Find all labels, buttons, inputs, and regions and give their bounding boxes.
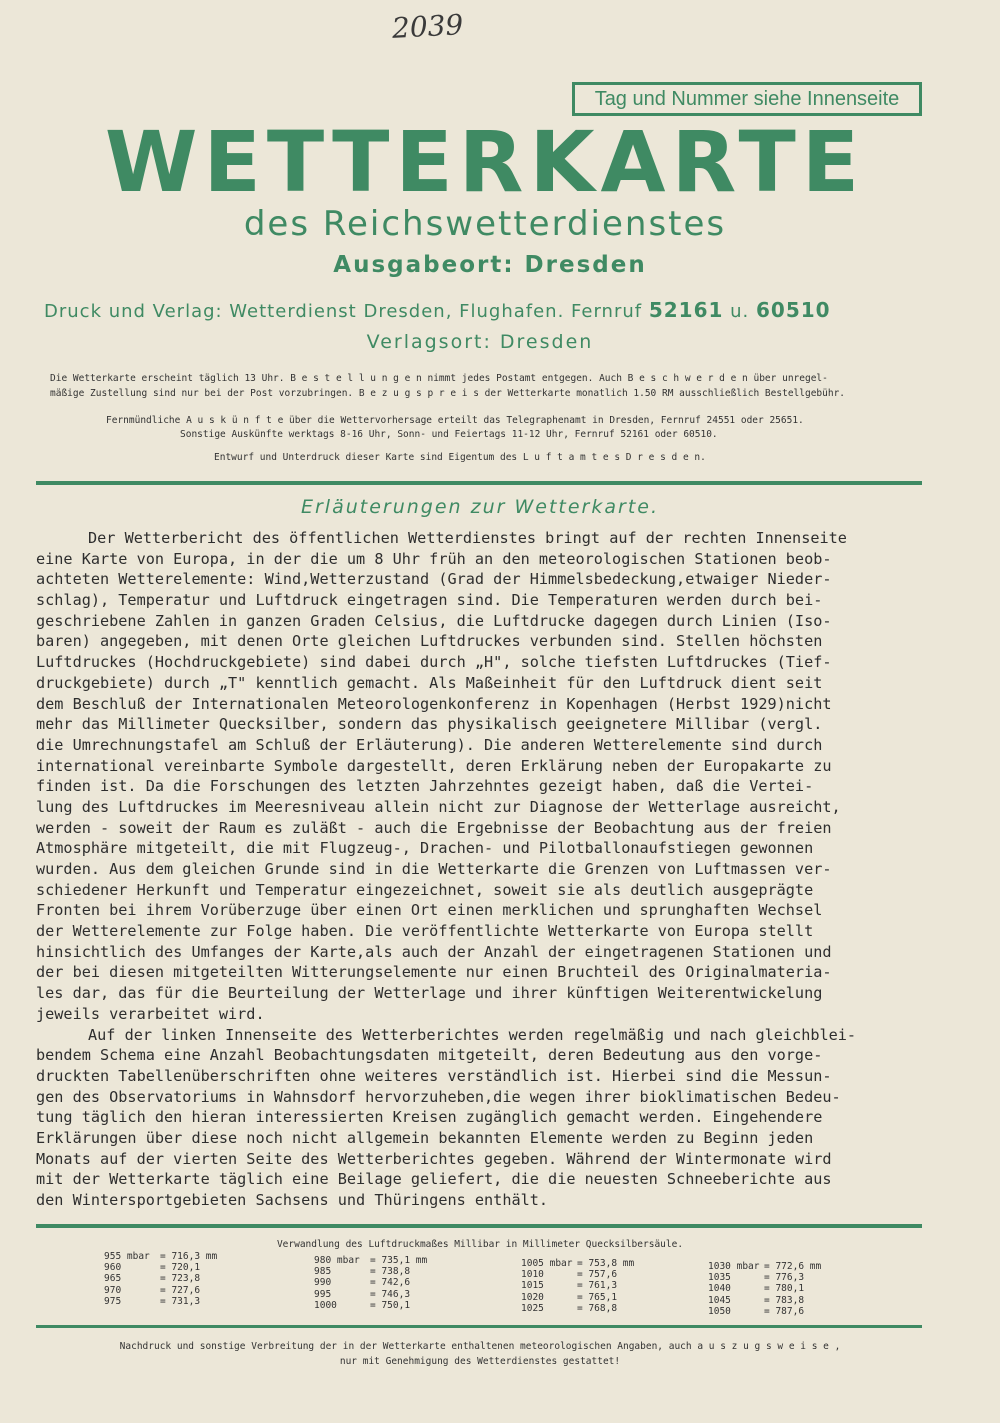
millibar-value: 990 [314,1277,332,1289]
text-line: jeweils verarbeitet wird. [36,1004,265,1023]
divider-rule [36,1325,922,1328]
text-line: lung des Luftdruckes im Meeresniveau allein nicht zur Diagnose der Wetterlage ausreicht, [36,797,841,816]
text-line: Monats auf der vierten Seite des Wetterberichtes gegeben. Während der Wintermonate wird [36,1149,832,1168]
millibar-value: 1030 mbar [708,1261,760,1272]
conversion-row [708,1283,821,1294]
conversion-row [314,1289,427,1300]
millimeter-value: = 723,8 [160,1273,201,1285]
text-line: druckgebiete) durch „T" kenntlich gemacht. Als Maßeinheit für den Luftdruck dient seit [36,673,823,692]
text-line: dem Beschluß der Internationalen Meteorologenkonferenz in Kopenhagen (Herbst 1929)nicht [36,694,832,713]
info-line: Sonstige Auskünfte werktags 8-16 Uhr, Sonn- und Feiertags 11-12 Uhr, Fernruf 52161 oder 60510. [180,429,718,440]
millimeter-value: = 753,8 mm [577,1258,635,1269]
millimeter-value: = 731,3 [160,1295,201,1307]
conversion-row [708,1272,821,1283]
text-line: wurden. Aus dem gleichen Grunde sind in die Wetterkarte die Grenzen von Luftmassen ver- [36,860,832,878]
millibar-value: 970 [104,1284,122,1296]
footnote-line: nur mit Genehmigung des Wetterdienstes gestattet! [339,1356,621,1367]
text-line: achteten Wetterelemente: Wind,Wetterzustand (Grad der Himmelsbedeckung,etwaiger Nieder- [36,570,832,589]
conversion-column [104,1251,217,1307]
info-line: Die Wetterkarte erscheint täglich 13 Uhr. B e s t e l l u n g e n nimmt jedes Postamt entgegen. Auch B e s c h w e r d e n über unregel- [50,373,828,384]
millibar-value: 1005 mbar [521,1258,573,1269]
millimeter-value: = 783,8 [764,1294,805,1306]
millibar-value: 1035 [708,1272,731,1284]
millimeter-value: = 776,3 [764,1272,805,1284]
text-line: mehr das Millimeter Quecksilber, sondern das physikalisch geeignetere Millibar (vergl. [36,715,823,734]
conversion-column [708,1261,821,1317]
text-line: gen des Observatoriums in Wahnsdorf hervorzuheben,die wegen ihrer bioklimatischen Bedeu- [36,1087,841,1106]
publisher-line [44,298,944,322]
conversion-column [314,1255,427,1311]
issue-info-box: Tag und Nummer siehe Innenseite [572,82,922,116]
conversion-row [708,1295,821,1306]
millimeter-value: = 757,6 [577,1269,618,1281]
conversion-table-title: Verwandlung des Luftdruckmaßes Millibar in Millimeter Quecksilbersäule. [276,1239,684,1250]
text-line: bendem Schema eine Anzahl Beobachtungsdaten mitgeteilt, deren Bedeutung aus den vorge- [36,1046,823,1065]
millimeter-value: = 738,8 [370,1266,411,1278]
millimeter-value: = 716,3 mm [160,1251,218,1262]
text-line: Fronten bei ihrem Vorüberzuge über einen Ort einen merklichen und sprunghaften Wechsel [36,901,823,920]
text-line: schiedener Herkunft und Temperatur eingezeichnet, soweit sie als deutlich ausgeprägte [36,880,814,899]
millibar-value: 1040 [708,1283,731,1295]
publisher-mid: u. [723,301,756,322]
text-line: der Wetterelemente zur Folge haben. Die veröffentlichte Wetterkarte von Europa stellt [36,922,814,941]
text-line: den Wintersportgebieten Sachsens und Thüringens enthält. [36,1191,549,1209]
millimeter-value: = 761,3 [577,1280,618,1292]
millimeter-value: = 787,6 [764,1305,805,1317]
millibar-value: 1000 [314,1299,337,1311]
text-line: Erklärungen über diese noch nicht allgemein bekannten Elemente werden zu Beginn jeden [36,1128,814,1147]
millimeter-value: = 746,3 [370,1288,411,1300]
conversion-row [708,1306,821,1317]
millimeter-value: = 765,1 [577,1291,618,1303]
conversion-row [104,1251,217,1262]
conversion-row [521,1258,634,1269]
millibar-value: 960 [104,1262,122,1274]
phone-number-1: 52161 [648,298,724,322]
explanation-text [36,528,926,1211]
millimeter-value: = 742,6 [370,1277,411,1289]
conversion-row [104,1262,217,1273]
info-line: Fernmündliche A u s k ü n f t e über die Wettervorhersage erteilt das Telegraphenamt in Dresden, Fernruf 24551 oder 25651. [106,415,804,426]
text-line: Atmosphäre mitgeteilt, die mit Flugzeug-, Drachen- und Pilotballonaufstiegen gewonnen [36,839,814,858]
masthead-title: WETTERKARTE [104,113,866,211]
footnote-line: Nachdruck und sonstige Verbreitung der in der Wetterkarte enthaltenen meteorologischen Angaben, auch a u s z u g s w e i s e , [119,1341,841,1352]
conversion-row [521,1269,634,1280]
conversion-column [521,1258,634,1314]
text-line: Der Wetterbericht des öffentlichen Wetterdienstes bringt auf der rechten Innenseite [88,529,847,547]
text-line: international vereinbarte Symbole dargestellt, deren Erklärung neben der Europakarte zu [36,756,832,775]
publication-place: Ausgabeort: Dresden [333,252,647,278]
millibar-value: 975 [104,1295,122,1307]
text-line: mit der Wetterkarte täglich eine Beilage geliefert, die die neuesten Schneeberichte aus [36,1170,832,1189]
text-line: Auf der linken Innenseite des Wetterberichtes werden regelmäßig und nach gleichblei- [88,1025,857,1044]
publishing-location: Verlagsort: Dresden [366,331,594,353]
millibar-value: 1050 [708,1305,731,1317]
millibar-value: 1025 [521,1302,544,1314]
text-line: Luftdruckes (Hochdruckgebiete) sind dabei durch „H", solche tiefsten Luftdruckes (Tief- [36,653,832,672]
conversion-row [104,1296,217,1307]
millibar-value: 955 mbar [104,1251,150,1262]
millibar-value: 985 [314,1266,332,1278]
text-line: les dar, das für die Beurteilung der Wetterlage und ihrer künftigen Weiterentwickelung [36,984,823,1003]
text-line: finden ist. Da die Forschungen des letzten Jahrzehntes gezeigt haben, daß die Vertei- [36,777,814,796]
text-line: der bei diesen mitgeteilten Witterungselemente nur einen Bruchteil des Originalmateria- [36,963,832,982]
millibar-value: 995 [314,1288,332,1300]
conversion-row [314,1255,427,1266]
text-line: werden - soweit der Raum es zuläßt - auch die Ergebnisse der Beobachtung aus der freien [36,818,832,837]
conversion-row [314,1277,427,1288]
info-line: mäßige Zustellung sind nur bei der Post vorzubringen. B e z u g s p r e i s der Wetterkarte monatlich 1.50 RM ausschließlich Bestellgebühr. [50,388,846,399]
millibar-value: 1020 [521,1291,544,1303]
millimeter-value: = 727,6 [160,1284,201,1296]
millimeter-value: = 735,1 mm [370,1255,428,1266]
millimeter-value: = 780,1 [764,1283,805,1295]
text-line: druckten Tabellenüberschriften ohne weiteres verständlich ist. Hierbei sind die Messun- [36,1066,832,1085]
conversion-row [708,1261,821,1272]
text-line: schlag), Temperatur und Luftdruck eingetragen sind. Die Temperaturen werden durch bei- [36,591,823,610]
millimeter-value: = 750,1 [370,1299,411,1311]
divider-rule [36,1224,922,1228]
text-line: die Umrechnungstafel am Schluß der Erläuterung). Die anderen Wetterelemente sind durch [36,735,823,754]
text-line: geschriebene Zahlen in ganzen Graden Celsius, die Luftdrucke dagegen durch Linien (Iso- [36,611,832,630]
section-heading: Erläuterungen zur Wetterkarte. [300,496,660,518]
divider-rule [36,481,922,485]
info-line: Entwurf und Unterdruck dieser Karte sind Eigentum des L u f t a m t e s D r e s d e n. [214,452,706,463]
millibar-value: 1010 [521,1269,544,1281]
conversion-row [521,1292,634,1303]
text-line: hinsichtlich des Umfanges der Karte,als auch der Anzahl der eingetragenen Stationen und [36,942,832,961]
text-line: baren) angegeben, mit denen Orte gleichen Luftdruckes verbunden sind. Stellen höchsten [36,632,823,651]
millibar-value: 980 mbar [314,1255,360,1266]
text-line: eine Karte von Europa, in der die um 8 Uhr früh an den meteorologischen Stationen beob- [36,549,832,568]
conversion-row [521,1280,634,1291]
millimeter-value: = 720,1 [160,1262,201,1274]
millibar-value: 965 [104,1273,122,1285]
conversion-row [314,1266,427,1277]
conversion-row [521,1303,634,1314]
phone-number-2: 60510 [756,298,831,322]
millibar-value: 1045 [708,1294,731,1306]
conversion-row [314,1300,427,1311]
millimeter-value: = 768,8 [577,1302,618,1314]
masthead-subtitle: des Reichswetterdienstes [243,204,727,244]
conversion-row [104,1285,217,1296]
millibar-value: 1015 [521,1280,544,1292]
millimeter-value: = 772,6 mm [764,1261,822,1272]
conversion-row [104,1273,217,1284]
publisher-text: Druck und Verlag: Wetterdienst Dresden, Flughafen. Fernruf [44,301,649,322]
handwritten-note: 2039 [391,8,465,45]
text-line: tung täglich den hieran interessierten Kreisen zugänglich gemacht werden. Eingehendere [36,1108,823,1127]
